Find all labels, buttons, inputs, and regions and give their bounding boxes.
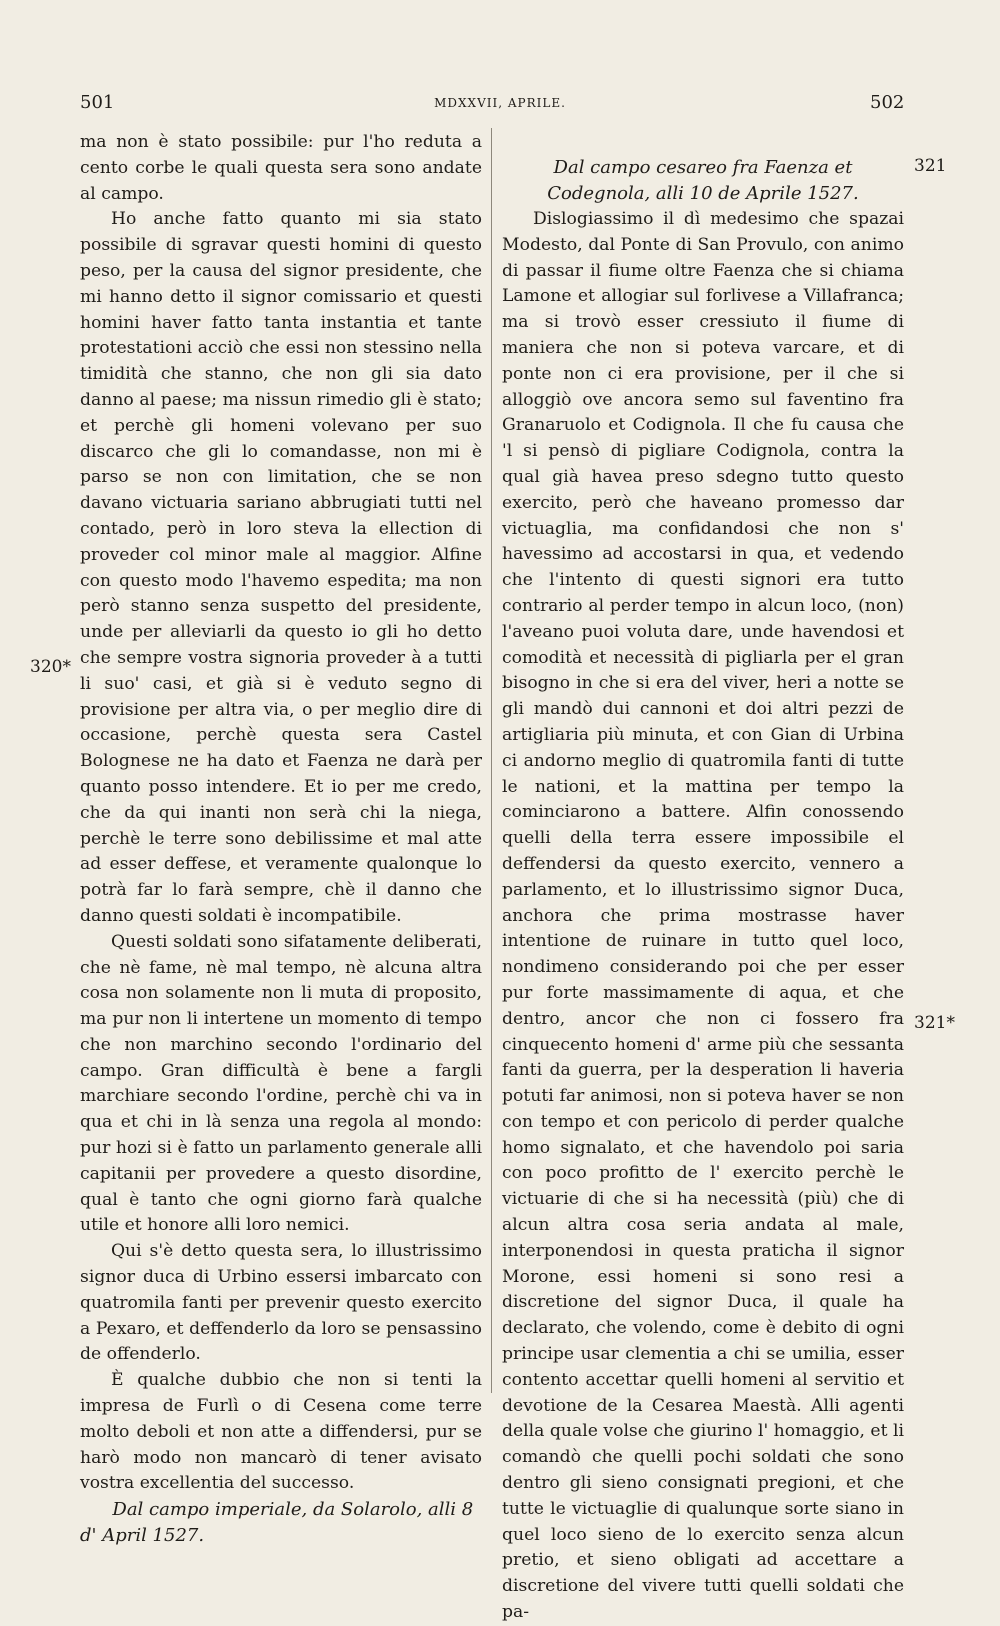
left-paragraph-5: È qualche dubbio che non si tenti la impresa de Furlì o di Cesena come terre molto deboli et non atte a diffendersi, pur se harò modo non mancarò di tener avisato vostra excellentia del successo.	[80, 1370, 482, 1494]
left-column	[80, 130, 482, 1549]
margin-note-left: 320*	[30, 657, 71, 677]
left-paragraph-4: Qui s'è detto questa sera, lo illustrissimo signor duca di Urbino essersi imbarcato con quatromila fanti per prevenir questo exercito a Pexaro, et deffenderlo da loro se pensassino de offenderlo.	[80, 1241, 482, 1365]
left-page-number: 501	[80, 92, 115, 113]
right-dateline: Dal campo cesareo fra Faenza et Codegnola, alli 10 de Aprile 1527.	[547, 157, 859, 204]
right-page-number: 502	[870, 92, 905, 113]
right-paragraph-1: Dislogiassimo il dì medesimo che spazai Modesto, dal Ponte di San Provulo, con animo di passar il fiume oltre Faenza che si chiama Lamone et allogiar sul forlivese a Villafranca; ma si trovò esser cressiuto il fiume di maniera che non si poteva varcare, et di ponte non ci era provisione, per il che si alloggiò ove ancora semo sul faventino fra Granaruolo et Codignola. Il che fu causa che 'l si pensò di pigliare Codignola, contra la qual già havea preso sdegno tutto questo exercito, però che haveano promesso dar victuaglia, ma confidandosi che non s' havessimo ad accostarsi in qua, et vedendo che l'intento di questi signori era tutto contrario al perder tempo in alcun loco, (non) l'aveano puoi voluta dare, unde havendosi et comodità et necessità di pigliarla per el gran bisogno in che si era del viver, heri a notte se gli mandò dui cannoni et doi altri pezzi de artigliaria più minuta, et con Gian di Urbina ci andorno meglio di quatromila fanti di tutte le nationi, et la mattina per tempo la cominciarono a battere. Alfin conossendo quelli della terra essere impossibile el deffendersi da questo exercito, vennero a parlamento, et lo illustrissimo signor Duca, anchora che prima mostrasse haver intentione de ruinare in tutto quel loco, nondimeno considerando poi che per esser pur forte massimamente di aqua, et che dentro, ancor che non ci fossero fra cinquecento homeni d' arme più che sessanta fanti da guerra, per la desperation li haveria potuti far animosi, non si poteva haver se non con tempo et con pericolo di perder qualche homo signalato, et che havendolo poi saria con poco profitto de l' exercito perchè le victuarie di che si ha necessità (più) che di alcun altra cosa seria andata al male, interponendosi in questa praticha il signor Morone, essi homeni si sono resi a discretione del signor Duca, il quale ha declarato, che volendo, come è debito di ogni principe usar clementia a chi se umilia, esser contento accettar quelli homeni al servitio et devotione de la Cesarea Maestà. Alli agenti della quale volse che giurino l' homaggio, et li comandò che quelli pochi soldati che sono dentro gli sieno consignati pregioni, et che tutte le victuaglie di qualunque sorte siano in quel loco sieno de lo exercito senza alcun pretio, et sieno obligati ad accettare a discretione del vivere tutti quelli soldati che pa-	[502, 209, 904, 1623]
left-dateline: Dal campo imperiale, da Solarolo, alli 8 d' April 1527.	[80, 1499, 474, 1547]
page-header	[0, 92, 1000, 116]
column-divider	[491, 128, 492, 1393]
left-paragraph-1: ma non è stato possibile: pur l'ho reduta a cento corbe le quali questa sera sono andate al campo.	[80, 132, 482, 204]
margin-note-right-lower: 321*	[914, 1013, 955, 1033]
left-paragraph-2: Ho anche fatto quanto mi sia stato possibile di sgravar questi homini di questo peso, per la causa del signor presidente, che mi hanno detto il signor comissario et questi homini haver fatto tanta instantia et tante protestationi acciò che essi non stessino nella timidità che stanno, che non gli sia dato danno al paese; ma nissun rimedio gli è stato; et perchè gli homeni volevano per suo discarco che gli lo comandasse, non mi è parso se non con limitation, che se non davano victuaria sariano abbrugiati tutti nel contado, però in loro steva la ellection di proveder col minor male al maggior. Alfine con questo modo l'havemo espedita; ma non però stanno senza suspetto del presidente, unde per alleviarli da questo io gli ho detto che sempre vostra signoria proveder à a tutti li suo' casi, et già si è veduto segno di provisione per altra via, o per meglio dire di occasione, perchè questa sera Castel Bolognese ne ha dato et Faenza ne darà per quanto posso intendere. Et io per me credo, che da qui inanti non serà chi la niega, perchè le terre sono debilissime et mal atte ad esser deffese, et veramente qualonque lo potrà far lo farà sempre, chè il danno che danno questi soldati è incompatibile.	[80, 209, 482, 926]
right-column	[502, 155, 904, 1626]
running-title: MDXXVII, APRILE.	[434, 96, 566, 110]
margin-note-right-top: 321	[914, 156, 947, 176]
left-paragraph-3: Questi soldati sono sifatamente deliberati, che nè fame, nè mal tempo, nè alcuna altra cosa non solamente non li muta di proposito, ma pur non li intertene un momento di tempo che non marchino secondo l'ordinario del campo. Gran difficultà è bene a fargli marchiare secondo l'ordine, perchè chi va in qua et chi in là senza una regola al mondo: pur hozi si è fatto un parlamento generale alli capitanii per provedere a questo disordine, qual è tanto che ogni giorno farà qualche utile et honore alli loro nemici.	[80, 931, 482, 1236]
